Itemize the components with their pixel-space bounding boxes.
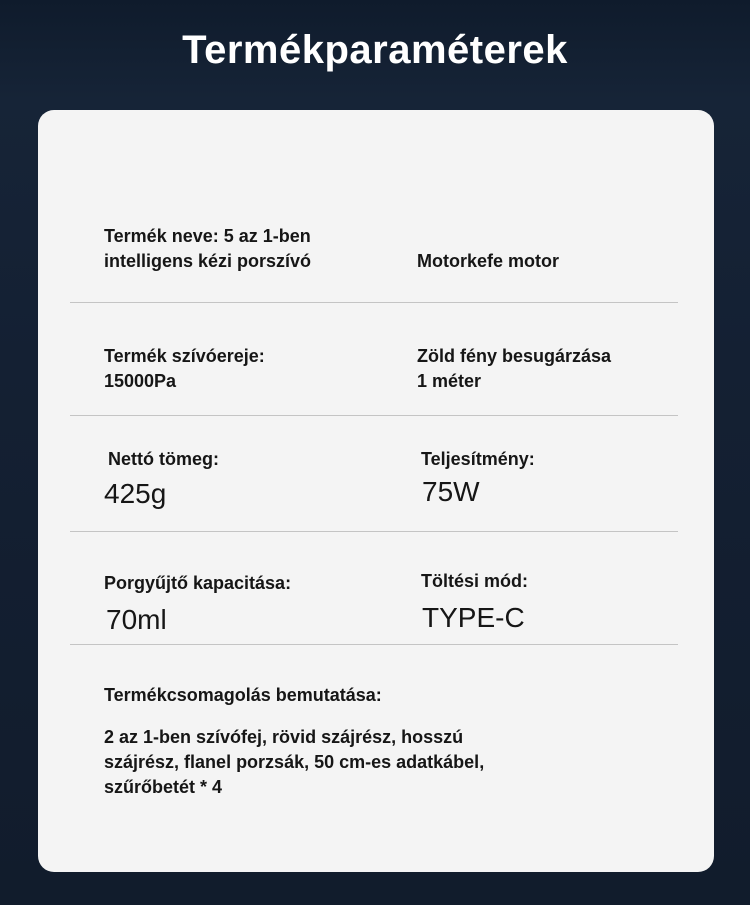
dust-capacity-label: Porgyűjtő kapacitása: <box>104 573 292 593</box>
package-line-1: 2 az 1-ben szívófej, rövid szájrész, hosszú <box>104 727 464 747</box>
product-name-label: Termék neve: 5 az 1-ben <box>104 226 311 246</box>
row-divider <box>70 302 678 303</box>
page-title: Termékparaméterek <box>182 28 568 72</box>
net-weight-value: 425g <box>104 478 167 509</box>
row-divider <box>70 644 678 645</box>
package-line-2: szájrész, flanel porzsák, 50 cm-es adatkábel, <box>104 752 485 772</box>
package-line-3: szűrőbetét * 4 <box>104 777 223 797</box>
charging-value: TYPE-C <box>422 602 525 633</box>
package-heading: Termékcsomagolás bemutatása: <box>104 685 382 705</box>
row-divider <box>70 415 678 416</box>
green-light-label: Zöld fény besugárzása <box>417 346 612 366</box>
green-light-value: 1 méter <box>417 371 482 391</box>
product-name-value: intelligens kézi porszívó <box>104 251 312 271</box>
suction-power-label: Termék szívóereje: <box>104 346 265 366</box>
suction-power-value: 15000Pa <box>104 371 177 391</box>
charging-label: Töltési mód: <box>421 571 528 591</box>
parameters-card <box>38 110 714 872</box>
motor-type: Motorkefe motor <box>417 251 560 271</box>
power-value: 75W <box>422 476 480 507</box>
dust-capacity-value: 70ml <box>106 604 167 635</box>
net-weight-label: Nettó tömeg: <box>108 449 219 469</box>
row-divider <box>70 531 678 532</box>
power-label: Teljesítmény: <box>421 449 535 469</box>
